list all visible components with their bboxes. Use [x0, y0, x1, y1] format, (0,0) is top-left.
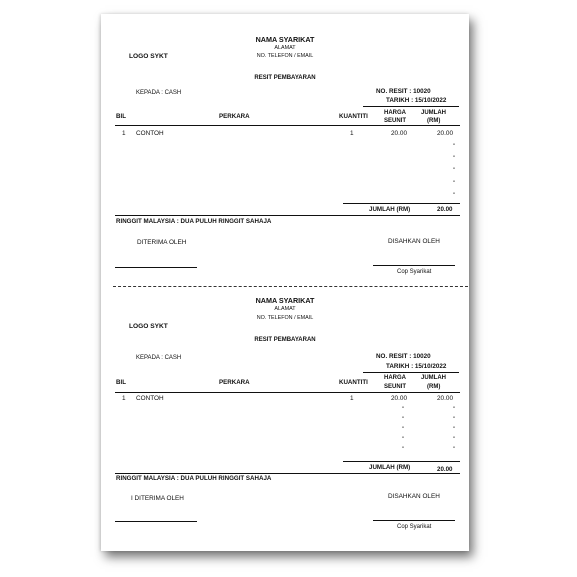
empty-row-marker: - [453, 191, 455, 197]
table-bottom-rule [115, 215, 460, 216]
received-by-label: DITERIMA OLEH [137, 239, 187, 246]
amount-in-words: RINGGIT MALAYSIA : DUA PULUH RINGGIT SAHAJA [116, 475, 272, 482]
item-bil: 1 [122, 130, 126, 137]
receipt-bottom [101, 284, 469, 546]
receipt-sheet [101, 14, 469, 551]
receipt-number: NO. RESIT : 10020 [376, 353, 431, 360]
company-logo: LOGO SYKT [129, 323, 168, 330]
receipt-title: RESIT PEMBAYARAN [254, 75, 316, 81]
col-kuantiti: KUANTITI [339, 113, 368, 120]
empty-row-marker: - [453, 415, 455, 421]
col-jumlah-2: (RM) [427, 118, 441, 124]
approved-by-label: DISAHKAN OLEH [388, 238, 440, 245]
col-jumlah-1: JUMLAH [421, 375, 446, 381]
empty-row-marker: - [453, 435, 455, 441]
empty-row-marker: - [402, 405, 404, 411]
col-harga-1: HARGA [384, 110, 406, 116]
empty-row-marker: - [453, 179, 455, 185]
received-by-label: I DITERIMA OLEH [131, 495, 184, 502]
empty-row-marker: - [453, 142, 455, 148]
receipt-number: NO. RESIT : 10020 [376, 88, 431, 95]
amount-in-words: RINGGIT MALAYSIA : DUA PULUH RINGGIT SAHAJA [116, 218, 272, 225]
empty-row-marker: - [453, 445, 455, 451]
receipt-title: RESIT PEMBAYARAN [254, 337, 316, 343]
empty-row-marker: - [402, 435, 404, 441]
col-bil: BIL [116, 379, 126, 386]
empty-row-marker: - [402, 425, 404, 431]
receipt-top [101, 14, 469, 276]
total-top-rule [343, 461, 460, 462]
col-perkara: PERKARA [219, 113, 250, 120]
approved-signature-line [373, 265, 455, 266]
received-signature-line [115, 521, 197, 522]
item-jumlah: 20.00 [437, 395, 453, 402]
item-kuantiti: 1 [350, 395, 354, 402]
col-bil: BIL [116, 113, 126, 120]
company-address: ALAMAT [274, 306, 296, 312]
empty-row-marker: - [453, 405, 455, 411]
empty-row-marker: - [453, 154, 455, 160]
total-top-rule [343, 203, 460, 204]
total-value: 20.00 [437, 466, 453, 473]
col-harga-1: HARGA [384, 375, 406, 381]
approved-by-label: DISAHKAN OLEH [388, 493, 440, 500]
date-underline [363, 372, 459, 373]
item-kuantiti: 1 [350, 130, 354, 137]
item-harga: 20.00 [391, 130, 407, 137]
company-stamp-label: Cop Syarikat [397, 269, 432, 275]
col-perkara: PERKARA [219, 379, 250, 386]
total-label: JUMLAH (RM) [369, 206, 411, 213]
empty-row-marker: - [453, 166, 455, 172]
company-name: NAMA SYARIKAT [255, 35, 315, 44]
item-harga: 20.00 [391, 395, 407, 402]
empty-row-marker: - [402, 445, 404, 451]
col-harga-2: SEUNIT [384, 384, 407, 390]
col-harga-2: SEUNIT [384, 118, 407, 124]
col-jumlah-2: (RM) [427, 384, 441, 390]
table-header-rule [115, 125, 460, 126]
receipt-date: TARIKH : 15/10/2022 [386, 363, 447, 370]
company-address: ALAMAT [274, 45, 296, 51]
total-label: JUMLAH (RM) [369, 464, 411, 471]
item-jumlah: 20.00 [437, 130, 453, 137]
receipt-date: TARIKH : 15/10/2022 [386, 97, 447, 104]
company-logo: LOGO SYKT [129, 53, 168, 60]
company-stamp-label: Cop Syarikat [397, 524, 432, 530]
item-bil: 1 [122, 395, 126, 402]
approved-signature-line [373, 520, 455, 521]
received-signature-line [115, 267, 197, 268]
empty-row-marker: - [453, 425, 455, 431]
col-jumlah-1: JUMLAH [421, 110, 446, 116]
payer: KEPADA : CASH [136, 355, 182, 361]
empty-row-marker: - [402, 415, 404, 421]
table-header-rule [115, 392, 460, 393]
total-value: 20.00 [437, 206, 453, 213]
item-perkara: CONTOH [136, 395, 164, 402]
company-contact: NO. TELEFON / EMAIL [256, 315, 314, 321]
item-perkara: CONTOH [136, 130, 164, 137]
company-contact: NO. TELEFON / EMAIL [256, 53, 314, 59]
company-name: NAMA SYARIKAT [255, 296, 315, 305]
col-kuantiti: KUANTITI [339, 379, 368, 386]
date-underline [363, 106, 459, 107]
payer: KEPADA : CASH [136, 90, 182, 96]
